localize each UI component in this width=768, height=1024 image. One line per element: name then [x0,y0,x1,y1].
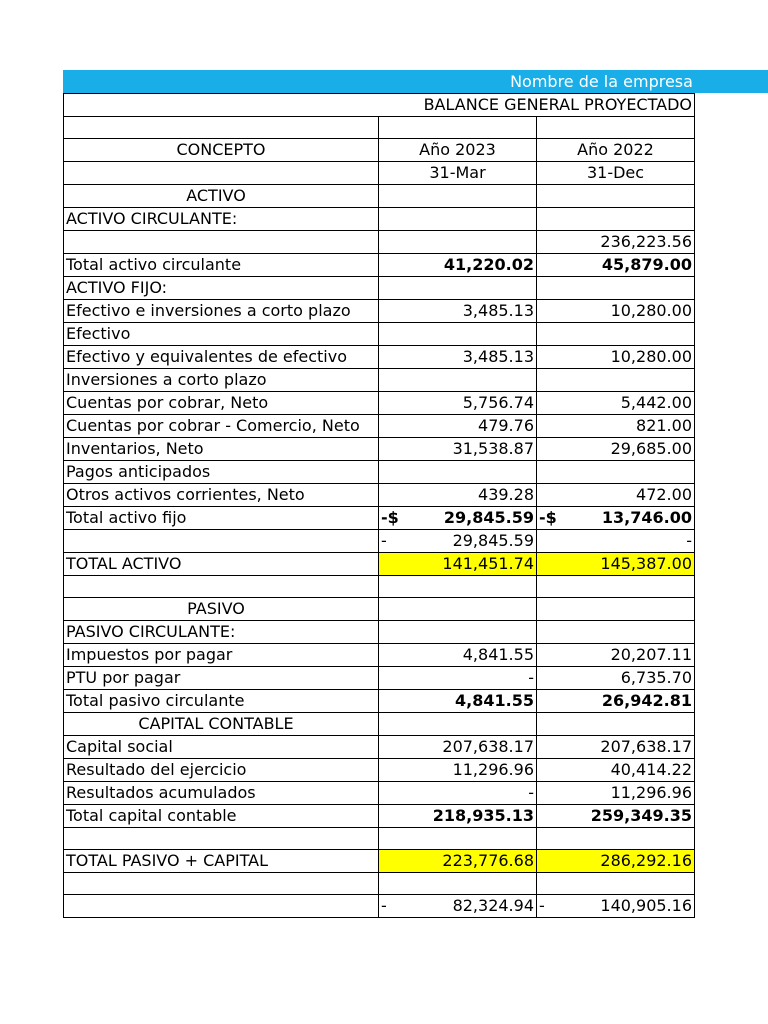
concept-cell: TOTAL PASIVO + CAPITAL [64,850,379,873]
value-2022-cell [537,759,695,782]
sign-prefix: - [381,896,387,915]
value-2022-cell [537,690,695,713]
concept-cell [64,231,379,254]
sign-prefix: - [539,896,545,915]
value-text: 472.00 [636,485,692,504]
table-row [64,667,695,690]
concept-cell [64,873,379,895]
value-2023-cell [379,323,537,346]
value-text: 4,841.55 [455,691,534,710]
value-2022-cell [537,415,695,438]
concept-cell: TOTAL ACTIVO [64,553,379,576]
value-2022-cell [537,346,695,369]
value-2023-cell [379,346,537,369]
concept-cell: Total pasivo circulante [64,690,379,713]
value-text: 821.00 [636,416,692,435]
concept-cell: Inventarios, Neto [64,438,379,461]
table-row [64,392,695,415]
value-2022-cell [537,369,695,392]
table-row [64,895,695,918]
value-2022-cell [537,598,695,621]
table-row [64,576,695,598]
sign-prefix: -$ [539,508,557,527]
value-text: - [528,783,534,802]
value-text: 223,776.68 [442,851,534,870]
value-2023-cell [379,850,537,873]
section-heading [64,598,379,621]
value-2023-cell [379,782,537,805]
value-2023-cell [379,598,537,621]
value-2023-cell [379,759,537,782]
concept-cell: ACTIVO FIJO: [64,277,379,300]
value-text: 145,387.00 [600,554,692,573]
table-row [64,690,695,713]
table-row [64,231,695,254]
value-2022-cell [537,231,695,254]
table-row [64,369,695,392]
concept-cell: PTU por pagar [64,667,379,690]
value-2023-cell [379,553,537,576]
value-2022-cell [537,254,695,277]
concept-cell: Otros activos corrientes, Neto [64,484,379,507]
value-2023-cell [379,621,537,644]
value-2023-cell [379,300,537,323]
value-2022-cell [537,895,695,918]
value-text: 5,756.74 [462,393,534,412]
value-2022-cell [537,576,695,598]
value-text: 3,485.13 [462,301,534,320]
value-2022-cell [537,392,695,415]
value-2023-cell [379,369,537,392]
value-2022-cell [537,507,695,530]
value-2023-cell [379,415,537,438]
table-row [64,162,695,185]
company-name: Nombre de la empresa [510,72,693,91]
value-2023-cell [379,805,537,828]
value-text: 31-Mar [429,163,486,182]
table-row [64,185,695,208]
value-text: 207,638.17 [600,737,692,756]
value-2023-cell [379,185,537,208]
concept-cell: PASIVO CIRCULANTE: [64,621,379,644]
value-2023-cell [379,277,537,300]
table-row [64,621,695,644]
value-2023-cell [379,530,537,553]
value-2023-cell [379,667,537,690]
value-text: 207,638.17 [442,737,534,756]
value-2023-cell [379,208,537,231]
value-2023-cell [379,392,537,415]
sign-prefix: -$ [381,508,399,527]
value-2022-cell [537,530,695,553]
report-title: BALANCE GENERAL PROYECTADO [64,94,695,117]
concept-cell [64,895,379,918]
table-row [64,850,695,873]
value-2022-cell [537,438,695,461]
table-row [64,805,695,828]
value-2023-cell [379,139,537,162]
balance-sheet-body [64,94,695,918]
table-row [64,461,695,484]
value-text: 479.76 [478,416,534,435]
value-text: 5,442.00 [620,393,692,412]
table-row [64,598,695,621]
section-title: ACTIVO [186,186,246,205]
table-row [64,139,695,162]
table-row [64,415,695,438]
concept-cell: Total capital contable [64,805,379,828]
concept-cell [64,828,379,850]
value-2023-cell [379,873,537,895]
table-row [64,644,695,667]
concept-cell: Pagos anticipados [64,461,379,484]
value-2023-cell [379,438,537,461]
table-row [64,117,695,139]
table-row [64,759,695,782]
value-2023-cell [379,576,537,598]
concept-cell [64,576,379,598]
value-text: 4,841.55 [462,645,534,664]
value-text: 41,220.02 [443,255,534,274]
section-title: PASIVO [187,599,245,618]
value-2022-cell [537,139,695,162]
value-text: 20,207.11 [610,645,692,664]
table-row [64,208,695,231]
table-row [64,873,695,895]
value-2023-cell [379,690,537,713]
value-text: 10,280.00 [610,301,692,320]
value-2022-cell [537,185,695,208]
value-text: 45,879.00 [601,255,692,274]
section-heading [64,185,379,208]
value-text: 26,942.81 [601,691,692,710]
concept-cell: Efectivo y equivalentes de efectivo [64,346,379,369]
value-text: 286,292.16 [600,851,692,870]
value-text: 218,935.13 [432,806,534,825]
value-2022-cell [537,300,695,323]
concept-cell [64,530,379,553]
value-2022-cell [537,277,695,300]
concept-cell: Impuestos por pagar [64,644,379,667]
value-text: 439.28 [478,485,534,504]
value-2022-cell [537,162,695,185]
value-2023-cell [379,484,537,507]
value-2022-cell [537,461,695,484]
value-2022-cell [537,117,695,139]
value-2022-cell [537,736,695,759]
concept-cell: Efectivo [64,323,379,346]
table-row [64,484,695,507]
value-2023-cell [379,117,537,139]
balance-sheet-table [63,93,695,918]
value-2022-cell [537,850,695,873]
section-title: CAPITAL CONTABLE [138,714,294,733]
table-row [64,323,695,346]
concept-cell [64,162,379,185]
concept-cell: Total activo circulante [64,254,379,277]
concept-cell [64,117,379,139]
value-text: Año 2022 [577,140,654,159]
value-text: 10,280.00 [610,347,692,366]
concept-cell: Total activo fijo [64,507,379,530]
value-2023-cell [379,713,537,736]
report-title-row [64,94,695,117]
value-text: 29,845.59 [452,531,534,550]
value-2023-cell [379,828,537,850]
concept-cell: Capital social [64,736,379,759]
value-2022-cell [537,484,695,507]
value-text: 40,414.22 [610,760,692,779]
concept-cell: Cuentas por cobrar - Comercio, Neto [64,415,379,438]
value-2023-cell [379,461,537,484]
value-text: 140,905.16 [600,896,692,915]
table-row [64,346,695,369]
table-row [64,300,695,323]
table-row [64,507,695,530]
value-2023-cell [379,254,537,277]
value-text: 29,845.59 [443,508,534,527]
table-row [64,438,695,461]
table-row [64,530,695,553]
table-row [64,713,695,736]
table-row [64,553,695,576]
company-name-banner [63,70,768,93]
value-2022-cell [537,553,695,576]
value-text: 11,296.96 [452,760,534,779]
value-2023-cell [379,895,537,918]
value-2022-cell [537,644,695,667]
value-text: 3,485.13 [462,347,534,366]
value-text: 82,324.94 [452,896,534,915]
value-text: 29,685.00 [610,439,692,458]
value-2023-cell [379,231,537,254]
value-text: 141,451.74 [442,554,534,573]
value-2022-cell [537,713,695,736]
sign-prefix: - [381,531,387,550]
concept-cell: Resultados acumulados [64,782,379,805]
value-2022-cell [537,208,695,231]
table-row [64,254,695,277]
value-2022-cell [537,828,695,850]
concept-cell: Cuentas por cobrar, Neto [64,392,379,415]
concept-cell: Resultado del ejercicio [64,759,379,782]
value-text: Año 2023 [419,140,496,159]
value-2022-cell [537,323,695,346]
concept-cell: Efectivo e inversiones a corto plazo [64,300,379,323]
value-2022-cell [537,873,695,895]
value-text: 11,296.96 [610,783,692,802]
value-2023-cell [379,644,537,667]
value-text: 13,746.00 [601,508,692,527]
concept-cell: Inversiones a corto plazo [64,369,379,392]
table-row [64,736,695,759]
table-row [64,828,695,850]
value-2023-cell [379,736,537,759]
value-text: 31-Dec [586,163,645,182]
value-2022-cell [537,667,695,690]
concept-cell: ACTIVO CIRCULANTE: [64,208,379,231]
value-text: - [528,668,534,687]
value-2022-cell [537,621,695,644]
value-2023-cell [379,507,537,530]
value-2023-cell [379,162,537,185]
table-row [64,782,695,805]
value-text: 6,735.70 [620,668,692,687]
value-text: 259,349.35 [590,806,692,825]
value-2022-cell [537,782,695,805]
section-heading [64,713,379,736]
table-row [64,277,695,300]
value-text: 31,538.87 [452,439,534,458]
value-text: 236,223.56 [600,232,692,251]
value-2022-cell [537,805,695,828]
value-text: - [686,531,692,550]
concept-cell: CONCEPTO [64,139,379,162]
